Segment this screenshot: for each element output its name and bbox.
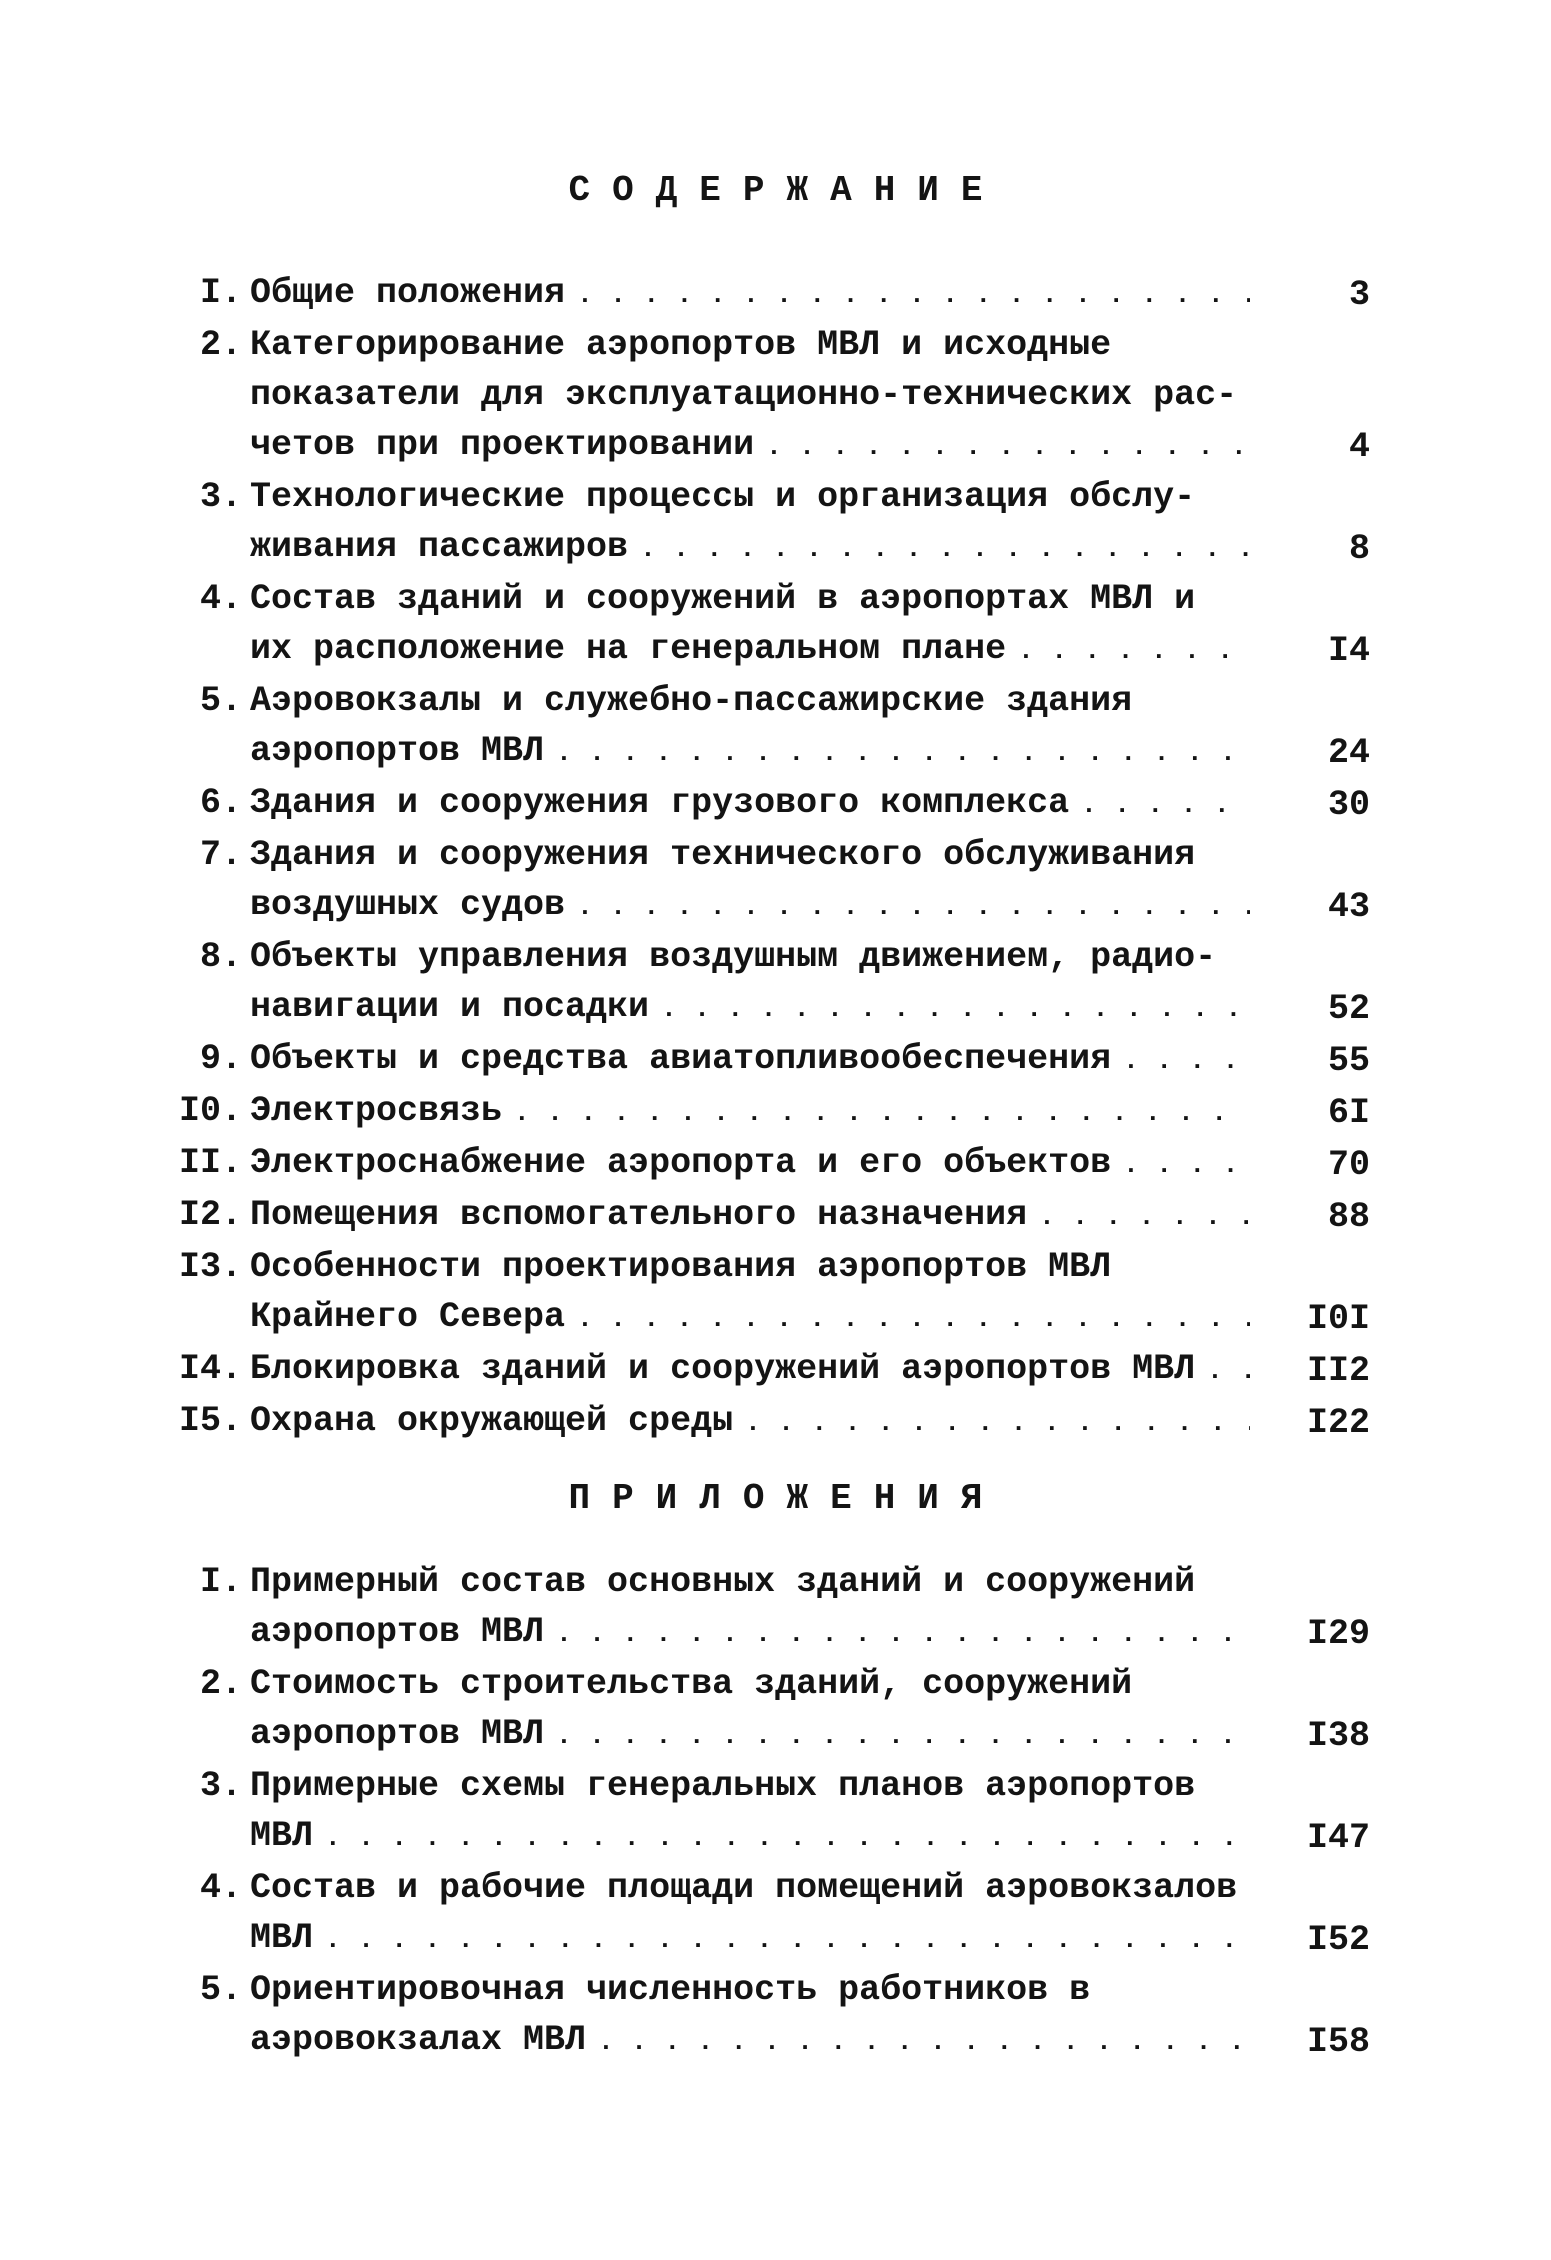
toc-entry: [150, 574, 1370, 676]
toc-entry-title-line: [250, 932, 1250, 982]
toc-entry-page-number: 24: [1327, 733, 1370, 773]
toc-entry: [150, 1242, 1370, 1344]
toc-entry-title-line: [250, 1292, 1250, 1344]
toc-entry: [150, 320, 1370, 472]
toc-dot-leader: [1111, 1034, 1250, 1086]
toc-entry-title-text: Примерный состав основных зданий и сооружений: [250, 1562, 1196, 1602]
toc-dot-leader: [544, 726, 1250, 778]
contents-list: [150, 268, 1370, 1448]
toc-entry-title-line: [250, 830, 1250, 880]
toc-entry-number: I4.: [178, 1349, 242, 1389]
toc-entry: [150, 1557, 1370, 1659]
toc-entry-number: I0.: [178, 1091, 242, 1131]
toc-entry-title-line: [250, 676, 1250, 726]
toc-entry-title-text: аэровокзалах МВЛ: [250, 2020, 587, 2060]
toc-entry-title-text: Состав и рабочие площади помещений аэровокзалов: [250, 1868, 1238, 1908]
toc-entry: [150, 1761, 1370, 1863]
toc-entry-page-number: 3: [1348, 275, 1370, 315]
toc-entry-page-number: 30: [1327, 785, 1370, 825]
toc-dot-leader: [544, 1607, 1250, 1659]
toc-entry-title-line: [250, 624, 1250, 676]
toc-entry: [150, 1863, 1370, 1965]
toc-entry-title-text: Технологические процессы и организация обслу-: [250, 477, 1196, 517]
toc-entry-title-text: Электроснабжение аэропорта и его объектов: [250, 1143, 1112, 1183]
toc-entry-number: 2.: [199, 1664, 242, 1704]
toc-dot-leader: [628, 522, 1250, 574]
toc-entry: [150, 676, 1370, 778]
toc-entry-page-number: 52: [1327, 989, 1370, 1029]
contents-heading: СОДЕРЖАНИЕ: [568, 170, 1005, 211]
toc-entry-title-line: [250, 1086, 1250, 1138]
toc-entry-title-line: [250, 1709, 1250, 1761]
toc-entry-title-text: воздушных судов: [250, 885, 566, 925]
toc-entry: [150, 1086, 1370, 1138]
toc-entry-title-line: [250, 1965, 1250, 2015]
toc-entry-title-line: [250, 726, 1250, 778]
toc-entry: [150, 1190, 1370, 1242]
toc-entry-title-line: [250, 1034, 1250, 1086]
toc-entry-number: I3.: [178, 1247, 242, 1287]
toc-entry-title-text: Состав зданий и сооружений в аэропортах МВЛ и: [250, 579, 1196, 619]
toc-entry-title-line: [250, 1659, 1250, 1709]
toc-entry-title-text: аэропортов МВЛ: [250, 731, 545, 771]
toc-entry-page-number: I4: [1327, 631, 1370, 671]
toc-entry: [150, 1344, 1370, 1396]
toc-entry: [150, 830, 1370, 932]
toc-dot-leader: [733, 1396, 1250, 1448]
toc-entry-title-text: Категорирование аэропортов МВЛ и исходные: [250, 325, 1112, 365]
toc-dot-leader: [649, 982, 1250, 1034]
toc-entry: [150, 1034, 1370, 1086]
toc-entry: [150, 1396, 1370, 1448]
toc-entry-number: 6.: [199, 783, 242, 823]
toc-entry: [150, 472, 1370, 574]
toc-entry-title-line: [250, 522, 1250, 574]
toc-entry-title-line: [250, 370, 1250, 420]
toc-entry-page-number: 43: [1327, 887, 1370, 927]
toc-dot-leader: [1111, 1138, 1250, 1190]
appendices-heading: ПРИЛОЖЕНИЯ: [568, 1478, 1005, 1519]
toc-entry-title-line: [250, 320, 1250, 370]
toc-entry-title-line: [250, 1396, 1250, 1448]
toc-entry-page-number: 70: [1327, 1145, 1370, 1185]
toc-entry-page-number: 88: [1327, 1197, 1370, 1237]
toc-entry-title-line: [250, 1138, 1250, 1190]
toc-entry-page-number: 55: [1327, 1041, 1370, 1081]
toc-entry-title-text: их расположение на генеральном плане: [250, 629, 1007, 669]
toc-dot-leader: [544, 1709, 1250, 1761]
toc-entry-title-text: Крайнего Севера: [250, 1297, 566, 1337]
toc-entry-page-number: I38: [1306, 1716, 1370, 1756]
toc-entry-page-number: I52: [1306, 1920, 1370, 1960]
toc-entry-title-line: [250, 268, 1250, 320]
toc-entry-page-number: I29: [1306, 1614, 1370, 1654]
toc-entry-title-line: [250, 982, 1250, 1034]
toc-entry-title-text: живания пассажиров: [250, 527, 629, 567]
toc-entry-title-text: МВЛ: [250, 1816, 314, 1856]
toc-entry-page-number: 4: [1348, 427, 1370, 467]
toc-dot-leader: [313, 1913, 1250, 1965]
toc-entry-title-text: Охрана окружающей среды: [250, 1401, 734, 1441]
toc-entry-title-text: Аэровокзалы и служебно-пассажирские здания: [250, 681, 1133, 721]
toc-entry-number: I.: [199, 1562, 242, 1602]
toc-dot-leader: [1006, 624, 1250, 676]
toc-dot-leader: [1027, 1190, 1250, 1242]
toc-entry-number: I5.: [178, 1401, 242, 1441]
toc-entry-title-text: Электросвязь: [250, 1091, 503, 1131]
toc-entry-title-line: [250, 1863, 1250, 1913]
toc-dot-leader: [586, 2015, 1250, 2067]
toc-entry-number: 4.: [199, 579, 242, 619]
toc-entry-title-line: [250, 2015, 1250, 2067]
toc-entry-number: 5.: [199, 1970, 242, 2010]
toc-entry-title-text: Объекты и средства авиатопливообеспечения: [250, 1039, 1112, 1079]
toc-entry: [150, 778, 1370, 830]
toc-entry-title-line: [250, 778, 1250, 830]
toc-entry-number: 5.: [199, 681, 242, 721]
toc-entry-page-number: 8: [1348, 529, 1370, 569]
toc-entry: [150, 1965, 1370, 2067]
toc-entry-title-text: показатели для эксплуатационно-технических рас-: [250, 375, 1238, 415]
toc-entry: [150, 1659, 1370, 1761]
toc-dot-leader: [1069, 778, 1250, 830]
toc-entry-title-line: [250, 1190, 1250, 1242]
toc-entry-number: 2.: [199, 325, 242, 365]
toc-entry-title-line: [250, 1913, 1250, 1965]
toc-entry-number: 8.: [199, 937, 242, 977]
toc-dot-leader: [754, 420, 1250, 472]
toc-entry-number: 3.: [199, 477, 242, 517]
toc-entry-title-text: Помещения вспомогательного назначения: [250, 1195, 1028, 1235]
toc-entry-title-text: Здания и сооружения технического обслуживания: [250, 835, 1196, 875]
toc-dot-leader: [502, 1086, 1250, 1138]
toc-dot-leader: [1195, 1344, 1250, 1396]
toc-entry: [150, 932, 1370, 1034]
toc-entry-title-text: Блокировка зданий и сооружений аэропортов МВЛ: [250, 1349, 1196, 1389]
toc-entry-title-text: навигации и посадки: [250, 987, 650, 1027]
toc-entry-page-number: I0I: [1306, 1299, 1370, 1339]
toc-entry-title-line: [250, 1344, 1250, 1396]
toc-entry-number: I.: [199, 273, 242, 313]
toc-entry-title-text: Стоимость строительства зданий, сооружений: [250, 1664, 1133, 1704]
toc-entry-title-line: [250, 472, 1250, 522]
toc-entry-title-text: четов при проектировании: [250, 425, 755, 465]
toc-entry-title-line: [250, 1811, 1250, 1863]
toc-entry-number: 4.: [199, 1868, 242, 1908]
toc-entry: [150, 268, 1370, 320]
toc-entry-title-text: Объекты управления воздушным движением, радио-: [250, 937, 1217, 977]
toc-entry-title-text: МВЛ: [250, 1918, 314, 1958]
toc-entry-title-line: [250, 1607, 1250, 1659]
toc-entry-title-text: Общие положения: [250, 273, 566, 313]
toc-entry-number: 3.: [199, 1766, 242, 1806]
toc-entry-page-number: II2: [1306, 1351, 1370, 1391]
toc-entry: [150, 1138, 1370, 1190]
toc-entry-title-line: [250, 1761, 1250, 1811]
toc-entry-title-text: Ориентировочная численность работников в: [250, 1970, 1091, 2010]
toc-dot-leader: [565, 1292, 1250, 1344]
toc-entry-number: 9.: [199, 1039, 242, 1079]
toc-entry-title-line: [250, 880, 1250, 932]
toc-entry-page-number: I47: [1306, 1818, 1370, 1858]
toc-entry-title-text: Примерные схемы генеральных планов аэропортов: [250, 1766, 1196, 1806]
toc-entry-page-number: I58: [1306, 2022, 1370, 2062]
toc-entry-title-text: аэропортов МВЛ: [250, 1612, 545, 1652]
toc-entry-title-line: [250, 1242, 1250, 1292]
toc-entry-title-line: [250, 574, 1250, 624]
toc-dot-leader: [565, 268, 1250, 320]
toc-entry-number: 7.: [199, 835, 242, 875]
toc-dot-leader: [313, 1811, 1250, 1863]
appendices-list: [150, 1557, 1370, 2067]
toc-entry-number: II.: [178, 1143, 242, 1183]
toc-entry-number: I2.: [178, 1195, 242, 1235]
toc-entry-title-text: аэропортов МВЛ: [250, 1714, 545, 1754]
toc-entry-title-text: Здания и сооружения грузового комплекса: [250, 783, 1070, 823]
toc-dot-leader: [565, 880, 1250, 932]
toc-entry-title-text: Особенности проектирования аэропортов МВЛ: [250, 1247, 1112, 1287]
toc-entry-title-line: [250, 1557, 1250, 1607]
toc-entry-page-number: 6I: [1327, 1093, 1370, 1133]
toc-entry-title-line: [250, 420, 1250, 472]
toc-entry-page-number: I22: [1306, 1403, 1370, 1443]
